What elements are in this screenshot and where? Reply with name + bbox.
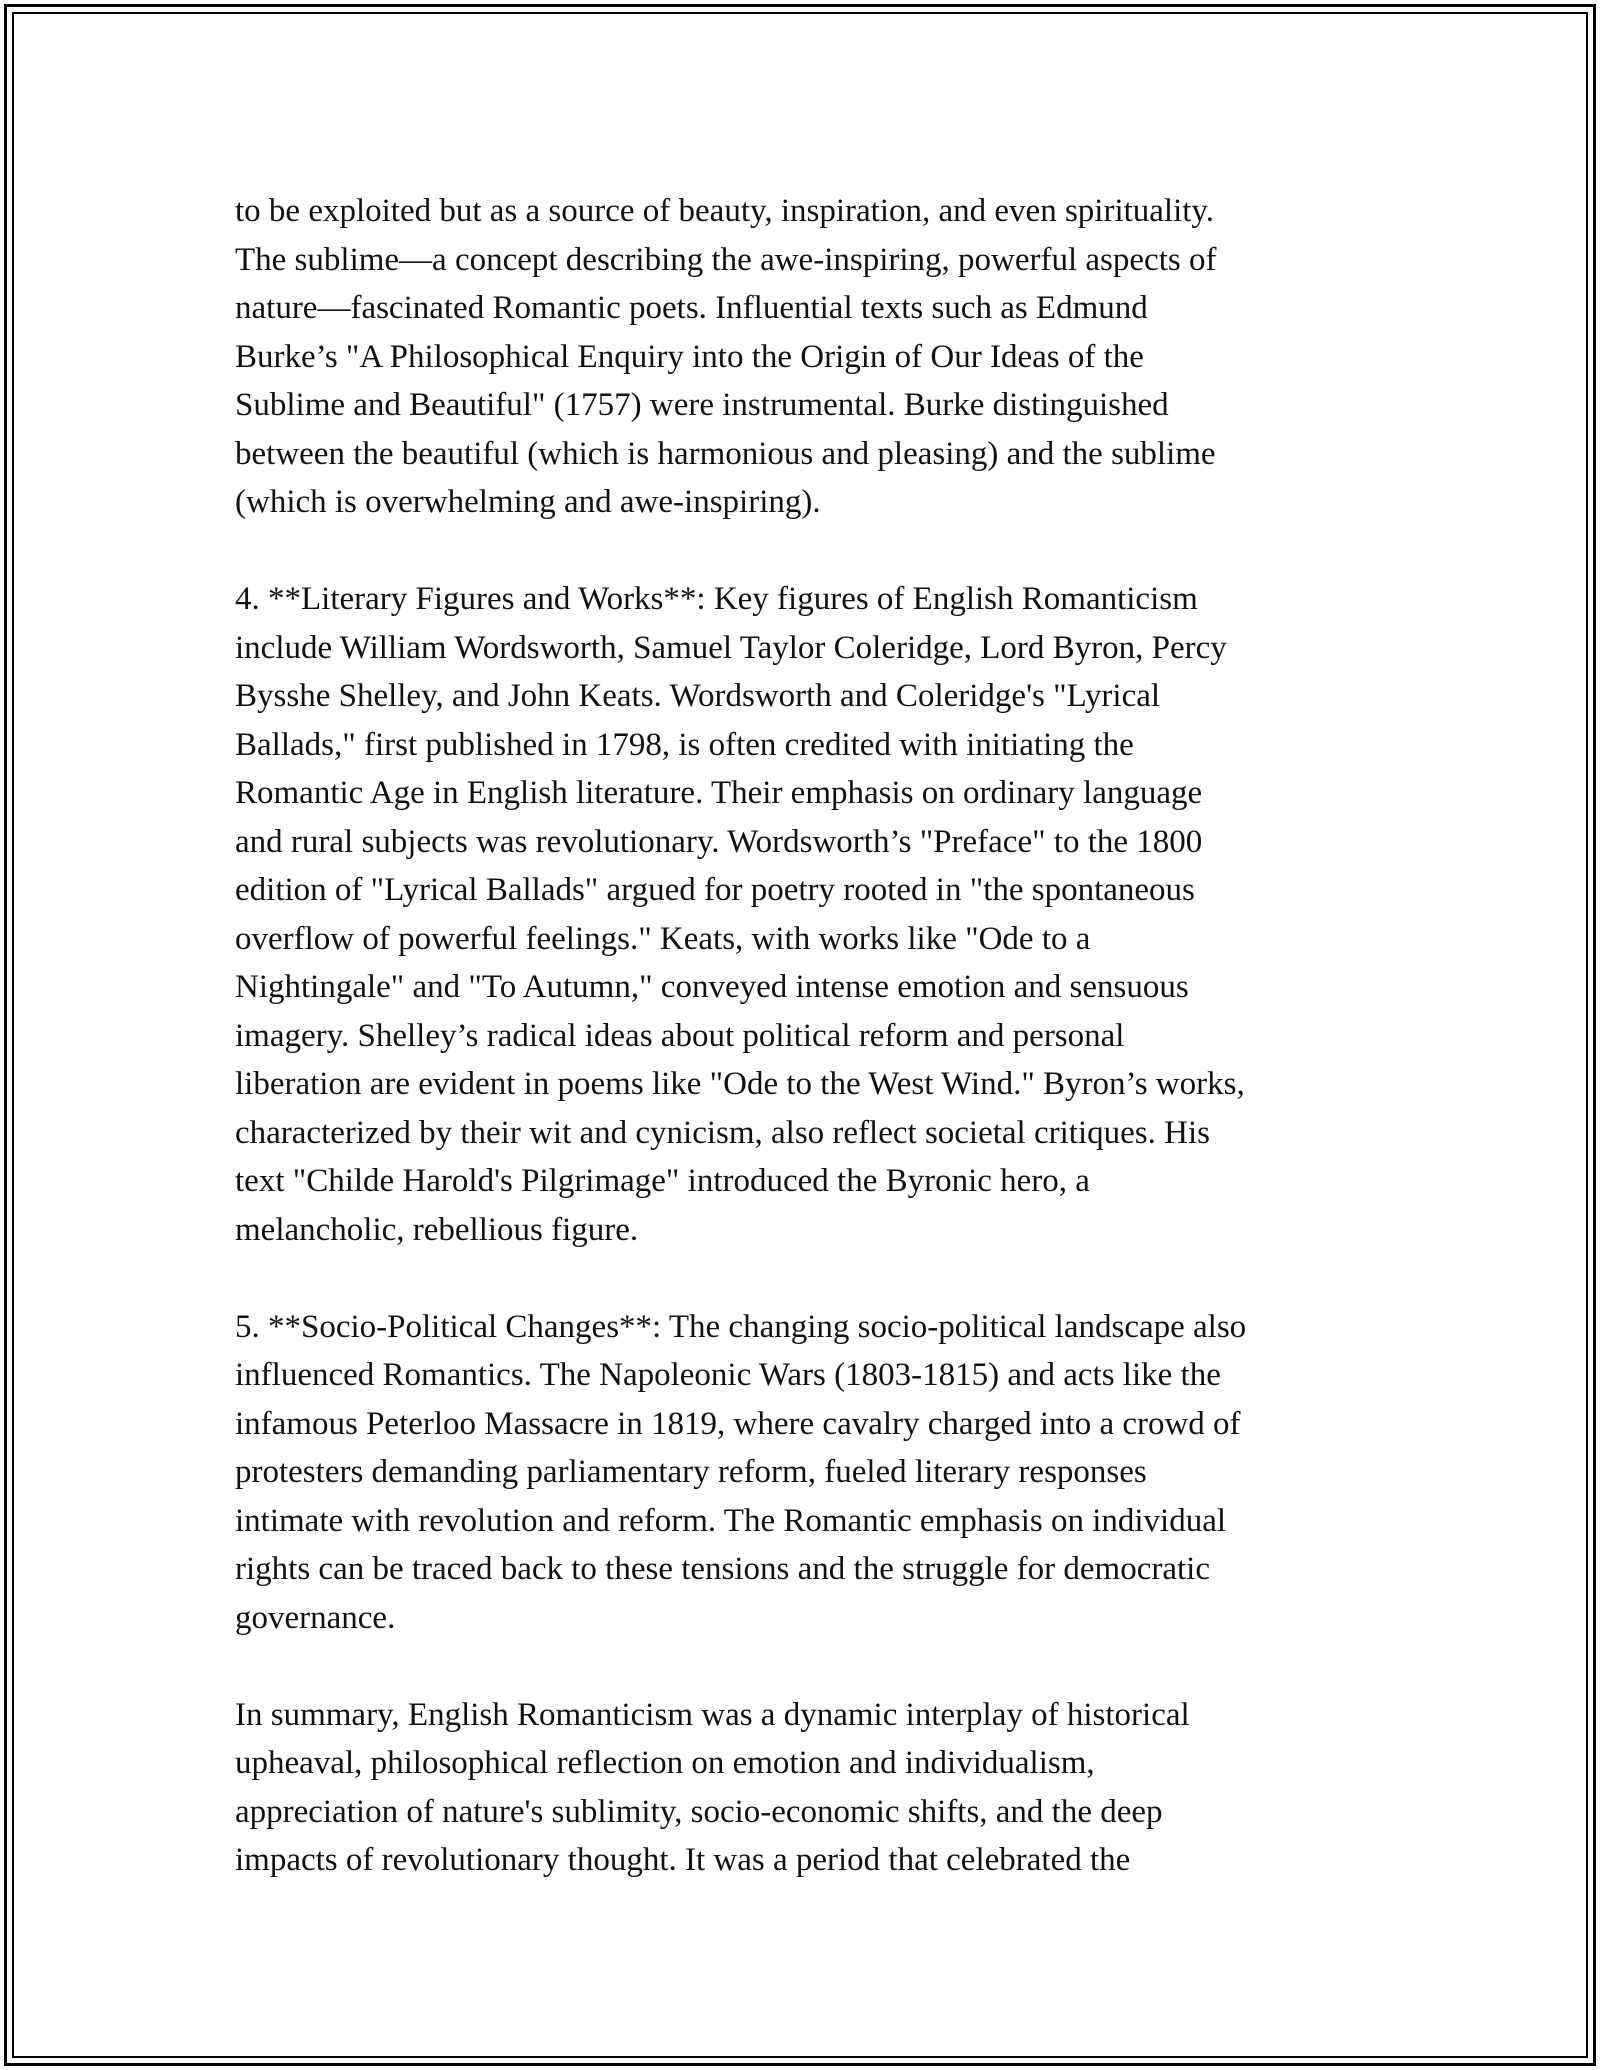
text-line: (which is overwhelming and awe-inspiring). — [235, 484, 821, 520]
text-line: Ballads," first published in 1798, is often credited with initiating the — [235, 726, 1134, 763]
text-line: Burke’s "A Philosophical Enquiry into the Origin of Our Ideas of the — [235, 338, 1144, 375]
paragraph-socio-political — [235, 1303, 1385, 1643]
text-line: imagery. Shelley’s radical ideas about political reform and personal — [235, 1017, 1125, 1054]
text-line: rights can be traced back to these tensions and the struggle for democratic — [235, 1551, 1210, 1587]
text-line: 5. **Socio-Political Changes**: The changing socio-political landscape also — [235, 1308, 1247, 1345]
text-line: characterized by their wit and cynicism, also reflect societal critiques. His — [235, 1114, 1210, 1151]
text-line: appreciation of nature's sublimity, socio-economic shifts, and the deep — [235, 1793, 1163, 1830]
text-line: Bysshe Shelley, and John Keats. Wordsworth and Coleridge's "Lyrical — [235, 678, 1161, 714]
text-line: text "Childe Harold's Pilgrimage" introduced the Byronic hero, a — [235, 1163, 1090, 1199]
text-line: liberation are evident in poems like "Ode to the West Wind." Byron’s works, — [235, 1066, 1245, 1102]
paragraph-sublime — [235, 187, 1385, 527]
text-line: intimate with revolution and reform. The Romantic emphasis on individual — [235, 1502, 1227, 1539]
text-line: between the beautiful (which is harmonious and pleasing) and the sublime — [235, 435, 1216, 472]
text-line: edition of "Lyrical Ballads" argued for poetry rooted in "the spontaneous — [235, 872, 1195, 908]
text-line: In summary, English Romanticism was a dynamic interplay of historical — [235, 1696, 1190, 1733]
document-body — [235, 187, 1385, 1885]
text-line: protesters demanding parliamentary reform, fueled literary responses — [235, 1454, 1147, 1490]
text-line: include William Wordsworth, Samuel Taylor Coleridge, Lord Byron, Percy — [235, 629, 1227, 666]
text-line: Sublime and Beautiful" (1757) were instrumental. Burke distinguished — [235, 387, 1169, 423]
text-line: Romantic Age in English literature. Their emphasis on ordinary language — [235, 775, 1203, 811]
text-line: governance. — [235, 1599, 396, 1636]
text-line: 4. **Literary Figures and Works**: Key figures of English Romanticism — [235, 581, 1198, 617]
text-line: influenced Romantics. The Napoleonic Wars (1803-1815) and acts like the — [235, 1357, 1221, 1393]
text-line: upheaval, philosophical reflection on emotion and individualism, — [235, 1745, 1095, 1781]
text-line: Nightingale" and "To Autumn," conveyed intense emotion and sensuous — [235, 969, 1189, 1005]
paragraph-literary-figures — [235, 575, 1385, 1254]
text-line: infamous Peterloo Massacre in 1819, where cavalry charged into a crowd of — [235, 1405, 1241, 1442]
text-line: and rural subjects was revolutionary. Wordsworth’s "Preface" to the 1800 — [235, 823, 1203, 860]
text-line: to be exploited but as a source of beauty, inspiration, and even spirituality. — [235, 193, 1215, 229]
text-line: melancholic, rebellious figure. — [235, 1211, 639, 1248]
text-line: overflow of powerful feelings." Keats, with works like "Ode to a — [235, 920, 1091, 957]
text-line: nature—fascinated Romantic poets. Influential texts such as Edmund — [235, 290, 1148, 326]
text-line: impacts of revolutionary thought. It was a period that celebrated the — [235, 1842, 1131, 1878]
paragraph-summary — [235, 1691, 1385, 1885]
text-line: The sublime—a concept describing the awe-inspiring, powerful aspects of — [235, 241, 1217, 278]
